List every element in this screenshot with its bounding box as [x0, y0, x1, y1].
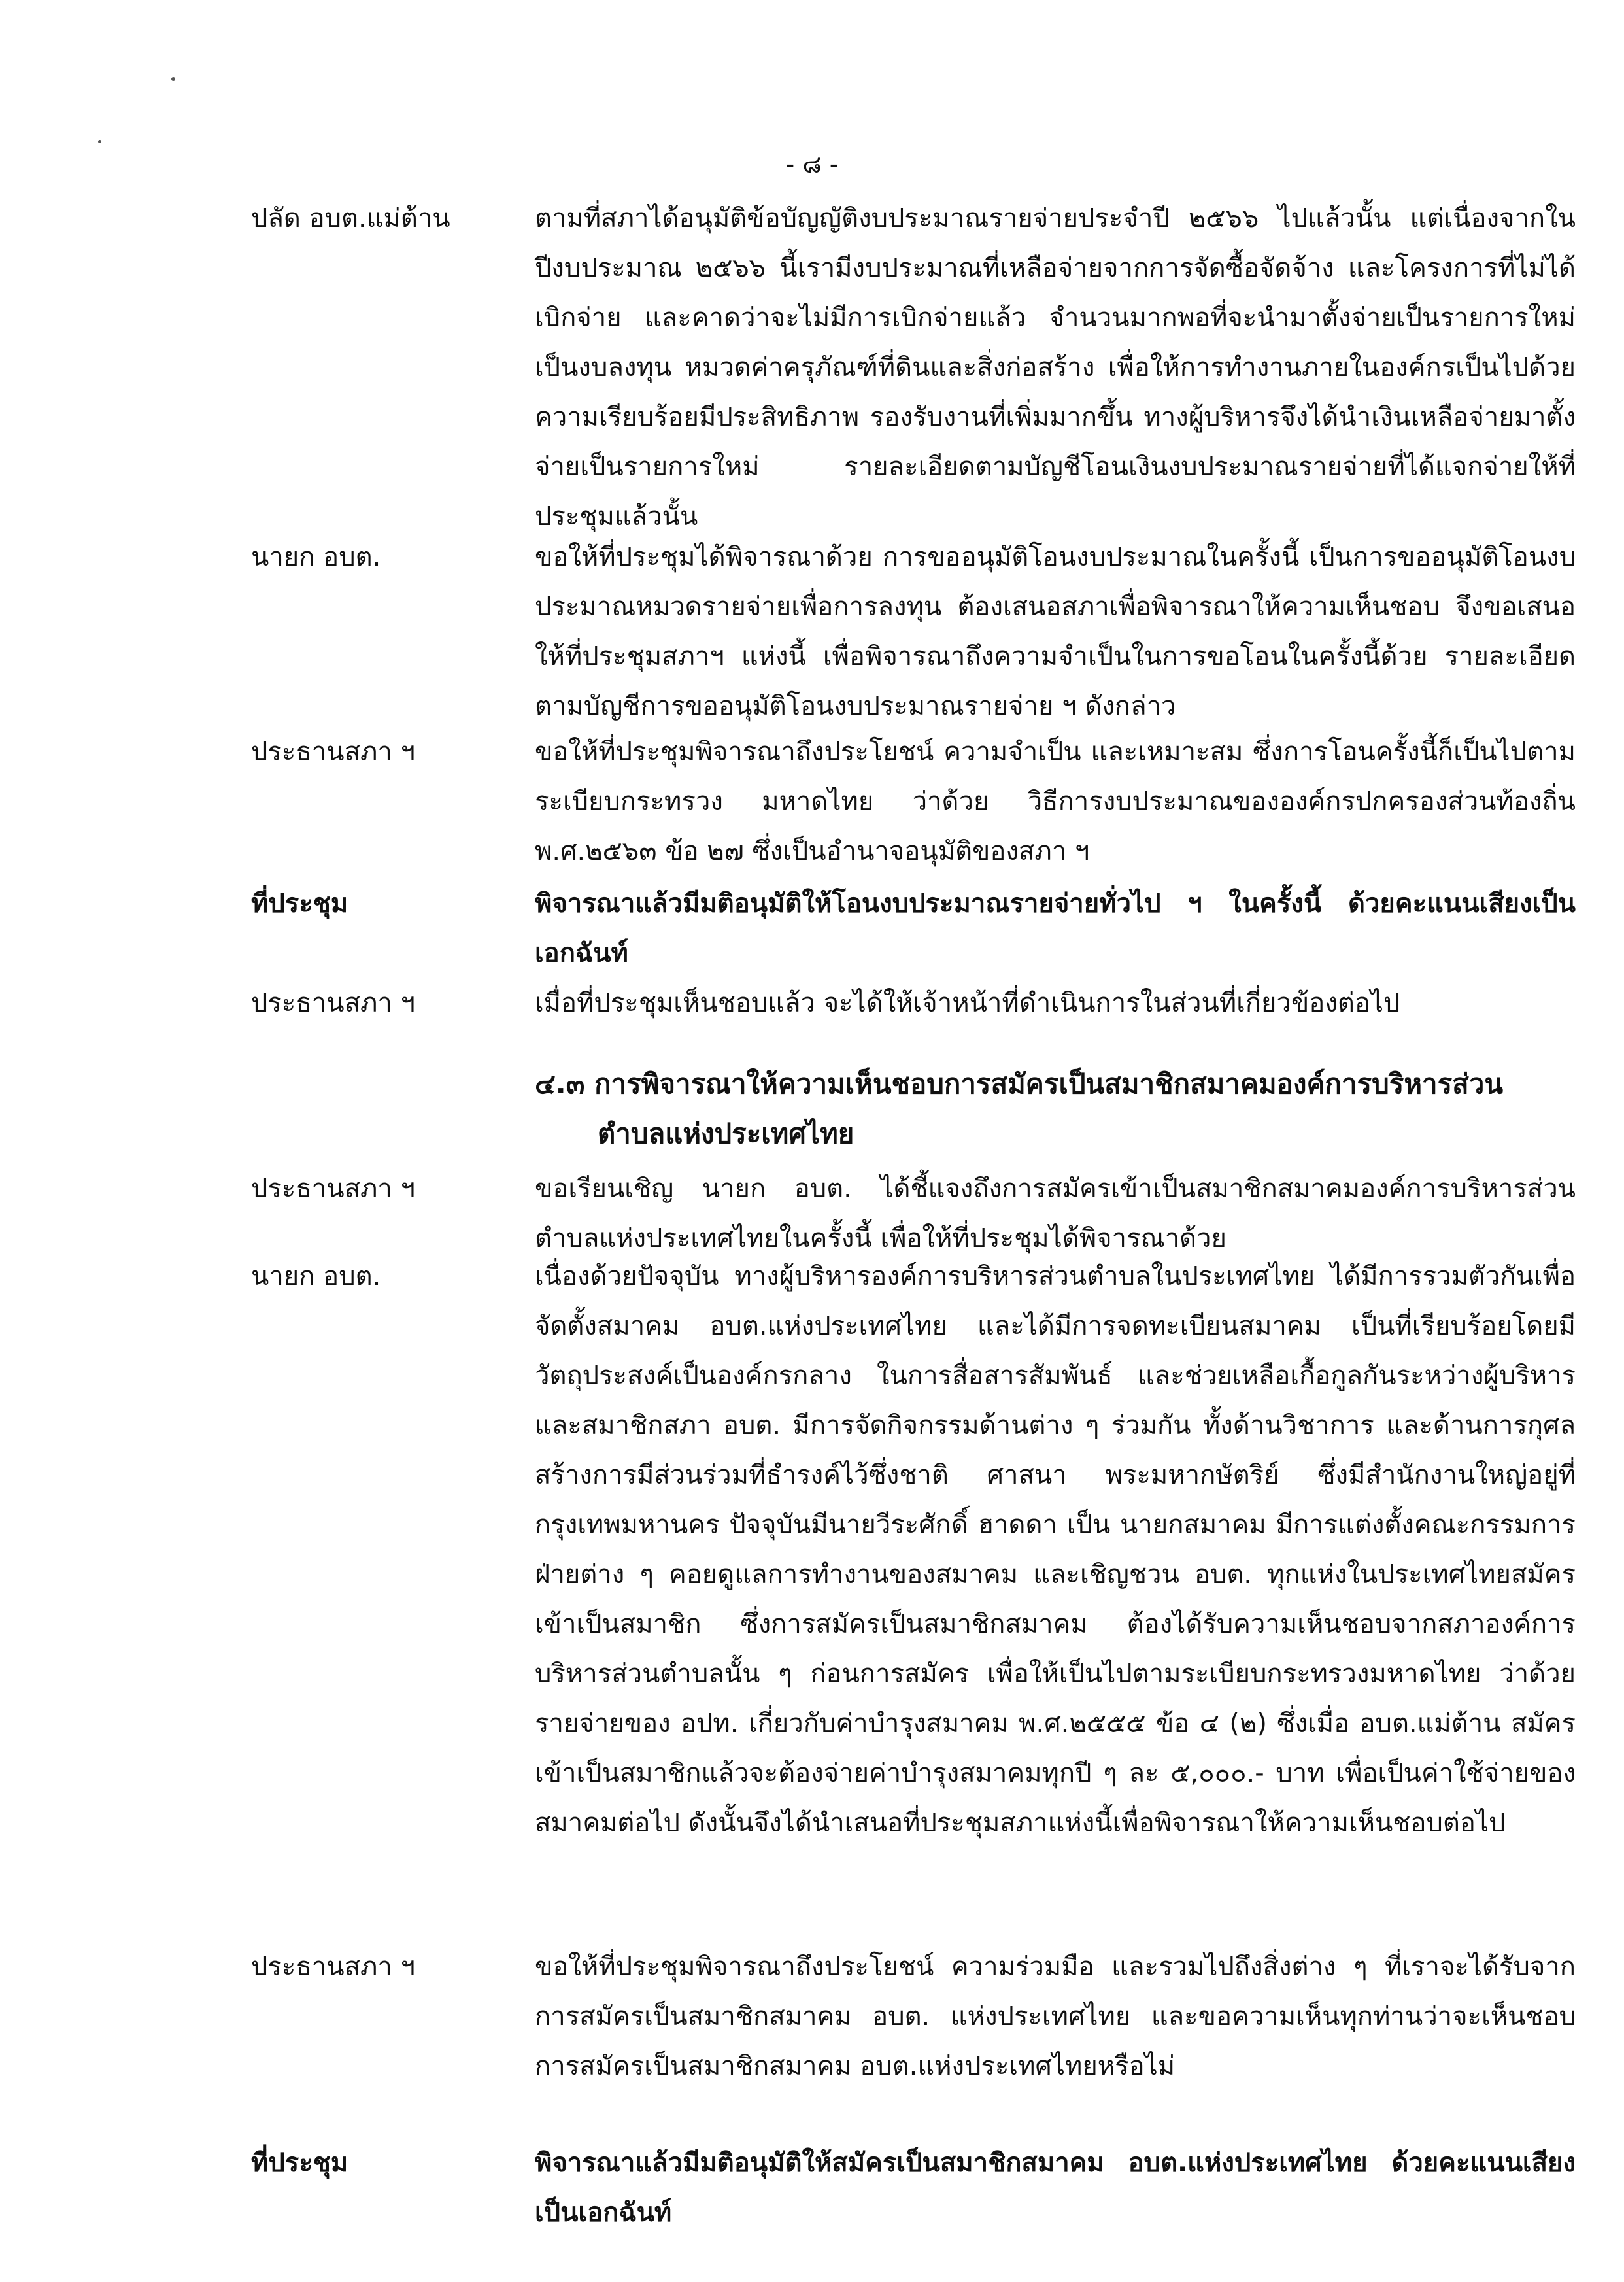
entry-text: ขอเรียนเชิญ นายก อบต. ได้ชี้แจงถึงการสมัครเข้าเป็นสมาชิกสมาคมองค์การบริหารส่วนตำบลแห่งประเทศไทยในครั้งนี้ เพื่อให้ที่ประชุมได้พิจารณาด้วย	[535, 1174, 1576, 1253]
speaker-label: ประธานสภา ฯ	[251, 1174, 415, 1204]
section-heading-line-1: ๔.๓ การพิจารณาให้ความเห็นชอบการสมัครเป็นสมาชิกสมาคมองค์การบริหารส่วน	[535, 1068, 1504, 1100]
entry-text: ขอให้ที่ประชุมพิจารณาถึงประโยชน์ ความจำเป็น และเหมาะสม ซึ่งการโอนครั้งนี้ก็เป็นไปตามระเบียบกระทรวง มหาดไทย ว่าด้วย วิธีการงบประมาณขององค์กรปกครองส่วนท้องถิ่น พ.ศ.๒๕๖๓ ข้อ ๒๗ ซึ่งเป็นอำนาจอนุมัติของสภา ฯ	[535, 737, 1576, 866]
speaker-label: ที่ประชุม	[251, 2148, 348, 2178]
speaker-label: ที่ประชุม	[251, 889, 348, 919]
entry-text: เนื่องด้วยปัจจุบัน ทางผู้บริหารองค์การบริหารส่วนตำบลในประเทศไทย ได้มีการรวมตัวกันเพื่อจัดตั้งสมาคม อบต.แห่งประเทศไทย และได้มีการจดทะเบียนสมาคม เป็นที่เรียบร้อยโดยมีวัตถุประสงค์เป็นองค์กรกลาง ในการสื่อสารสัมพันธ์ และช่วยเหลือเกื้อกูลกันระหว่างผู้บริหาร และสมาชิกสภา อบต. มีการจัดกิจกรรมด้านต่าง ๆ ร่วมกัน ทั้งด้านวิชาการ และด้านการกุศล สร้างการมีส่วนร่วมที่ธำรงค์ไว้ซึ่งชาติ ศาสนา พระมหากษัตริย์ ซึ่งมีสำนักงานใหญ่อยู่ที่ กรุงเทพมหานคร ปัจจุบันมีนายวีระศักดิ์ ฮาดดา เป็น นายกสมาคม มีการแต่งตั้งคณะกรรมการฝ่ายต่าง ๆ คอยดูแลการทำงานของสมาคม และเชิญชวน อบต. ทุกแห่งในประเทศไทยสมัครเข้าเป็นสมาชิก ซึ่งการสมัครเป็นสมาชิกสมาคม ต้องได้รับความเห็นชอบจากสภาองค์การบริหารส่วนตำบลนั้น ๆ ก่อนการสมัคร เพื่อให้เป็นไปตามระเบียบกระทรวงมหาดไทย ว่าด้วยรายจ่ายของ อปท. เกี่ยวกับค่าบำรุงสมาคม พ.ศ.๒๕๕๕ ข้อ ๔ (๒) ซึ่งเมื่อ อบต.แม่ต้าน สมัครเข้าเป็นสมาชิกแล้วจะต้องจ่ายค่าบำรุงสมาคมทุกปี ๆ ละ ๕,๐๐๐.- บาท เพื่อเป็นค่าใช้จ่ายของสมาคมต่อไป ดังนั้นจึงได้นำเสนอที่ประชุมสภาแห่งนี้เพื่อพิจารณาให้ความเห็นชอบต่อไป	[535, 1261, 1576, 1838]
page-number: - ๘ -	[785, 150, 839, 179]
resolution-text: พิจารณาแล้วมีมติอนุมัติให้สมัครเป็นสมาชิกสมาคม อบต.แห่งประเทศไทย ด้วยคะแนนเสียงเป็นเอกฉันท์	[535, 2148, 1576, 2228]
speaker-label: นายก อบต.	[251, 542, 381, 572]
scan-speck	[171, 77, 175, 81]
speaker-label: นายก อบต.	[251, 1261, 381, 1291]
speaker-label: ประธานสภา ฯ	[251, 737, 415, 767]
resolution-text: พิจารณาแล้วมีมติอนุมัติให้โอนงบประมาณรายจ่ายทั่วไป ฯ ในครั้งนี้ ด้วยคะแนนเสียงเป็นเอกฉันท์	[535, 889, 1576, 968]
entry-text: ตามที่สภาได้อนุมัติข้อบัญญัติงบประมาณรายจ่ายประจำปี ๒๕๖๖ ไปแล้วนั้น แต่เนื่องจากในปีงบประมาณ ๒๕๖๖ นี้เรามีงบประมาณที่เหลือจ่ายจากการจัดซื้อจัดจ้าง และโครงการที่ไม่ได้เบิกจ่าย และคาดว่าจะไม่มีการเบิกจ่ายแล้ว จำนวนมากพอที่จะนำมาตั้งจ่ายเป็นรายการใหม่ เป็นงบลงทุน หมวดค่าครุภัณฑ์ที่ดินและสิ่งก่อสร้าง เพื่อให้การทำงานภายในองค์กรเป็นไปด้วยความเรียบร้อยมีประสิทธิภาพ รองรับงานที่เพิ่มมากขึ้น ทางผู้บริหารจึงได้นำเงินเหลือจ่ายมาตั้งจ่ายเป็นรายการใหม่ รายละเอียดตามบัญชีโอนเงินงบประมาณรายจ่ายที่ได้แจกจ่ายให้ที่ประชุมแล้วนั้น	[535, 203, 1576, 532]
speaker-label: ประธานสภา ฯ	[251, 988, 415, 1018]
section-heading-line-2: ตำบลแห่งประเทศไทย	[598, 1117, 854, 1150]
speaker-label: ประธานสภา ฯ	[251, 1952, 415, 1982]
scan-speck	[98, 140, 101, 143]
speaker-label: ปลัด อบต.แม่ต้าน	[251, 203, 450, 233]
entry-text: ขอให้ที่ประชุมพิจารณาถึงประโยชน์ ความร่วมมือ และรวมไปถึงสิ่งต่าง ๆ ที่เราจะได้รับจากการสมัครเป็นสมาชิกสมาคม อบต. แห่งประเทศไทย และขอความเห็นทุกท่านว่าจะเห็นชอบการสมัครเป็นสมาชิกสมาคม อบต.แห่งประเทศไทยหรือไม่	[535, 1952, 1576, 2081]
entry-text: ขอให้ที่ประชุมได้พิจารณาด้วย การขออนุมัติโอนงบประมาณในครั้งนี้ เป็นการขออนุมัติโอนงบประมาณหมวดรายจ่ายเพื่อการลงทุน ต้องเสนอสภาเพื่อพิจารณาให้ความเห็นชอบ จึงขอเสนอให้ที่ประชุมสภาฯ แห่งนี้ เพื่อพิจารณาถึงความจำเป็นในการขอโอนในครั้งนี้ด้วย รายละเอียดตามบัญชีการขออนุมัติโอนงบประมาณรายจ่าย ฯ ดังกล่าว	[535, 542, 1576, 721]
entry-text: เมื่อที่ประชุมเห็นชอบแล้ว จะได้ให้เจ้าหน้าที่ดำเนินการในส่วนที่เกี่ยวข้องต่อไป	[535, 988, 1400, 1018]
